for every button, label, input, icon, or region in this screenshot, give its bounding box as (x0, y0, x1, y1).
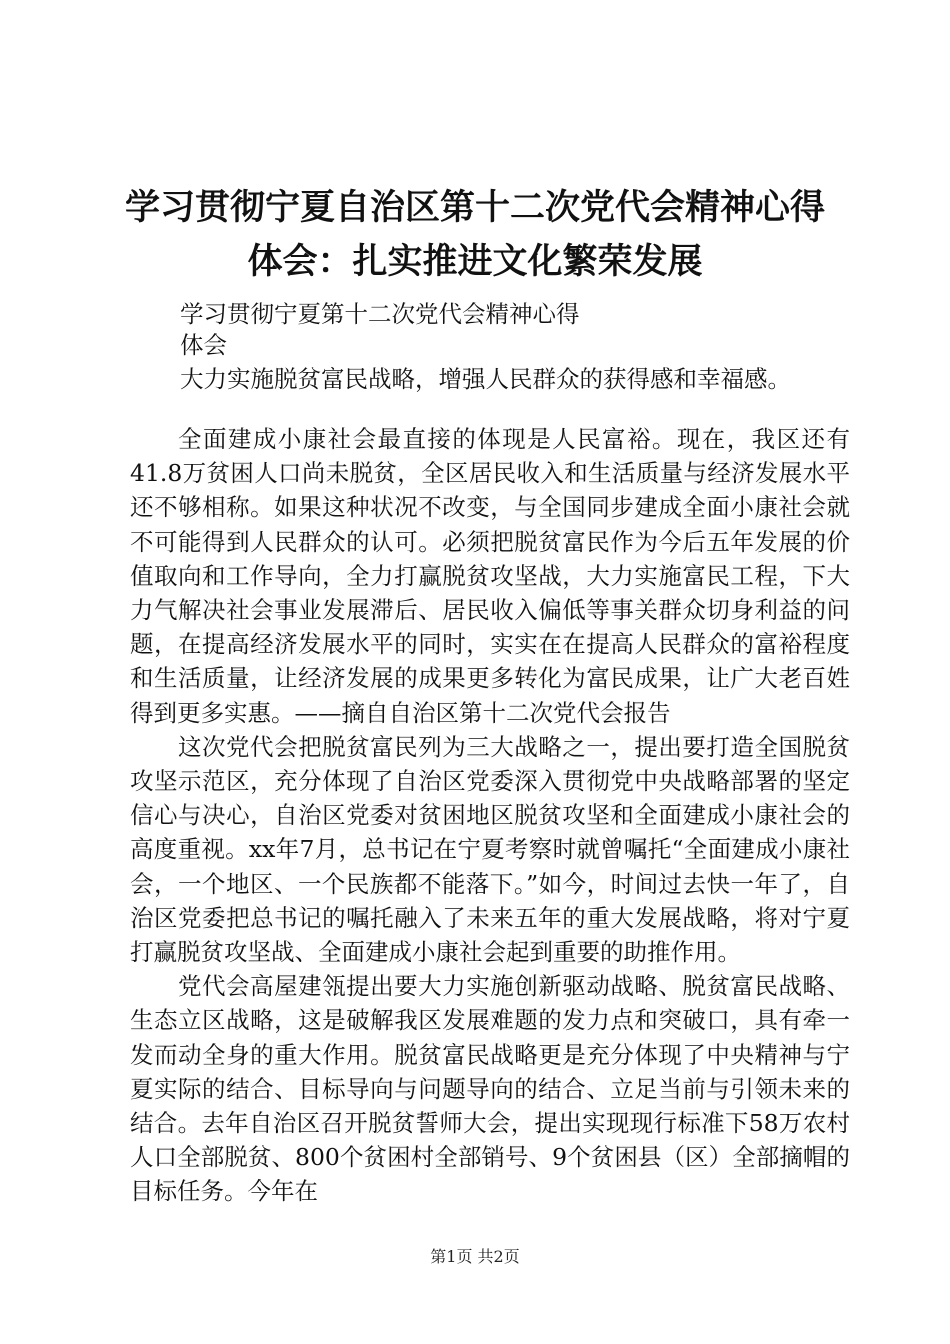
paragraph-1: 全面建成小康社会最直接的体现是人民富裕。现在，我区还有41.8万贫困人口尚未脱贫，全区居民收入和生活质量与经济发展水平还不够相称。如果这种状况不改变，与全国同步建成全面小康社会就不可能得到人民群众的认可。必须把脱贫富民作为今后五年发展的价值取向和工作导向，全力打赢脱贫攻坚战，大力实施富民工程，下大力气解决社会事业发展滞后、居民收入偏低等事关群众切身利益的问题，在提高经济发展水平的同时，实实在在提高人民群众的富裕程度和生活质量，让经济发展的成果更多转化为富民成果，让广大老百姓得到更多实惠。——摘自自治区第十二次党代会报告 (130, 425, 850, 727)
document-title-line-1: 学习贯彻宁夏自治区第十二次党代会精神心得 (124, 188, 825, 228)
document-title-line-2: 体会：扎实推进文化繁荣发展 (247, 242, 703, 282)
subtitle-line-1: 学习贯彻宁夏第十二次党代会精神心得 (180, 300, 580, 328)
subtitle-line-3: 大力实施脱贫富民战略，增强人民群众的获得感和幸福感。 (180, 365, 791, 393)
paragraph-2: 这次党代会把脱贫富民列为三大战略之一，提出要打造全国脱贫攻坚示范区，充分体现了自治区党委深入贯彻党中央战略部署的坚定信心与决心，自治区党委对贫困地区脱贫攻坚和全面建成小康社会的高度重视。xx年7月，总书记在宁夏考察时就曾嘱托“全面建成小康社会，一个地区、一个民族都不能落下。”如今，时间过去快一年了，自治区党委把总书记的嘱托融入了未来五年的重大发展战略，将对宁夏打赢脱贫攻坚战、全面建成小康社会起到重要的助推作用。 (130, 732, 850, 967)
page-footer: 第1页 共2页 (430, 1247, 520, 1266)
paragraph-3: 党代会高屋建瓴提出要大力实施创新驱动战略、脱贫富民战略、生态立区战略，这是破解我区发展难题的发力点和突破口，具有牵一发而动全身的重大作用。脱贫富民战略更是充分体现了中央精神与宁夏实际的结合、目标导向与问题导向的结合、立足当前与引领未来的结合。去年自治区召开脱贫誓师大会，提出实现现行标准下58万农村人口全部脱贫、800个贫困村全部销号、9个贫困县（区）全部摘帽的目标任务。今年在 (130, 972, 850, 1206)
subtitle-line-2: 体会 (180, 331, 227, 359)
document-body (130, 422, 850, 1209)
